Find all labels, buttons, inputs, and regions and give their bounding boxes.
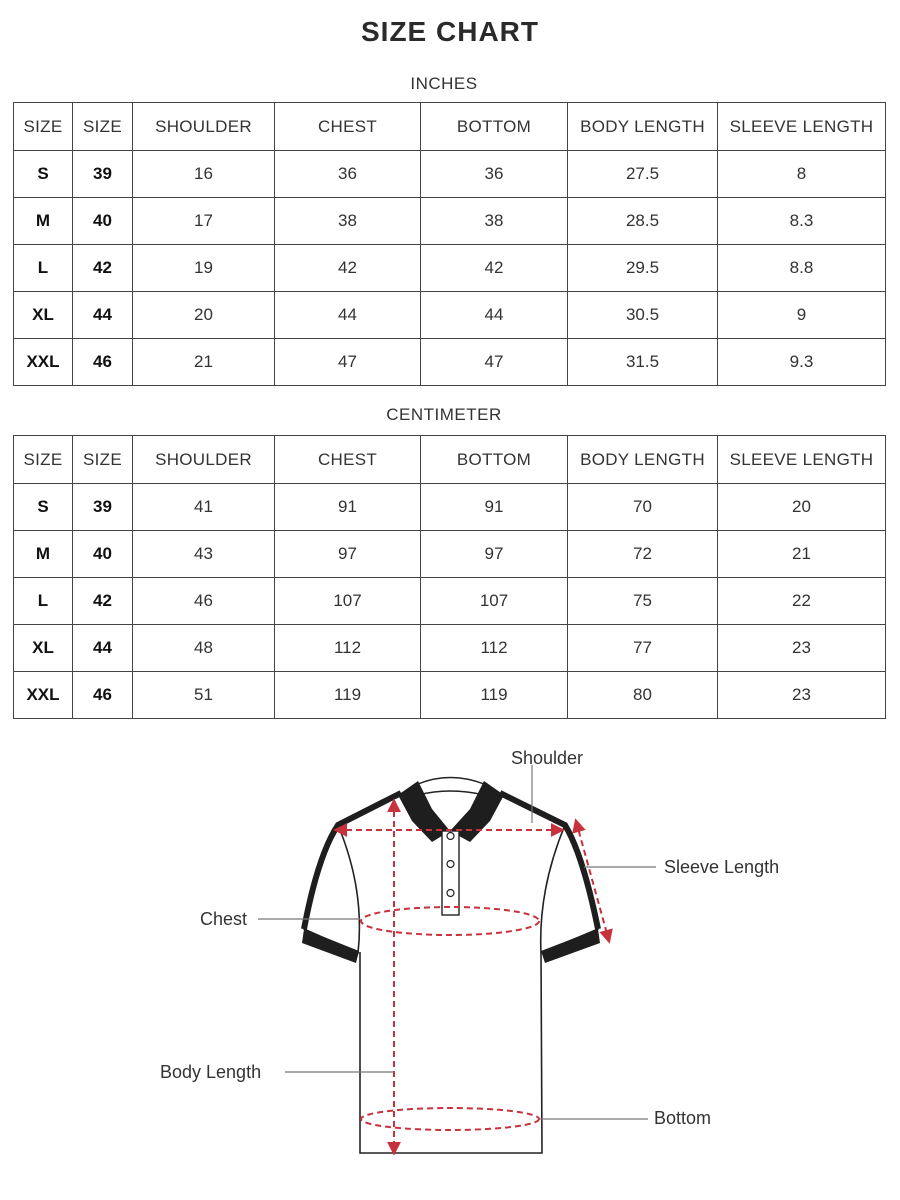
cell-bottom: 112 bbox=[421, 625, 568, 672]
sleeve-length-label: Sleeve Length bbox=[664, 857, 780, 877]
cell-sleeve-length: 8 bbox=[718, 151, 886, 198]
cell-chest: 44 bbox=[275, 292, 421, 339]
cell-size: M bbox=[14, 531, 73, 578]
cell-size: M bbox=[14, 198, 73, 245]
shoulder-label: Shoulder bbox=[511, 748, 584, 768]
cell-sleeve-length: 22 bbox=[718, 578, 886, 625]
cell-chest: 38 bbox=[275, 198, 421, 245]
cell-size: L bbox=[14, 578, 73, 625]
col-header-sleeve-length: SLEEVE LENGTH bbox=[718, 436, 886, 484]
col-header-size-number: SIZE bbox=[73, 436, 133, 484]
inches-label: INCHES bbox=[410, 74, 478, 93]
cell-shoulder: 16 bbox=[133, 151, 275, 198]
cell-bottom: 97 bbox=[421, 531, 568, 578]
cell-bottom: 91 bbox=[421, 484, 568, 531]
shirt-body bbox=[360, 952, 542, 1153]
centimeter-table bbox=[13, 435, 886, 719]
shirt-right-raglan-stripe bbox=[500, 793, 598, 929]
col-header-body-length: BODY LENGTH bbox=[568, 436, 718, 484]
col-header-sleeve-length: SLEEVE LENGTH bbox=[718, 103, 886, 151]
bottom-label: Bottom bbox=[654, 1108, 712, 1128]
cell-sleeve-length: 9.3 bbox=[718, 339, 886, 386]
table-header-row bbox=[14, 436, 886, 484]
table-row bbox=[14, 292, 886, 339]
cell-chest: 97 bbox=[275, 531, 421, 578]
cell-size-number: 42 bbox=[73, 578, 133, 625]
cell-bottom: 42 bbox=[421, 245, 568, 292]
cell-size: L bbox=[14, 245, 73, 292]
cell-sleeve-length: 8.8 bbox=[718, 245, 886, 292]
cell-size: S bbox=[14, 151, 73, 198]
cell-shoulder: 46 bbox=[133, 578, 275, 625]
centimeter-label: CENTIMETER bbox=[386, 405, 502, 424]
page-title: SIZE CHART bbox=[361, 16, 539, 47]
cell-bottom: 44 bbox=[421, 292, 568, 339]
cell-shoulder: 21 bbox=[133, 339, 275, 386]
cell-chest: 36 bbox=[275, 151, 421, 198]
col-header-shoulder: SHOULDER bbox=[133, 103, 275, 151]
cell-shoulder: 19 bbox=[133, 245, 275, 292]
table-row bbox=[14, 198, 886, 245]
col-header-body-length: BODY LENGTH bbox=[568, 103, 718, 151]
cell-bottom: 36 bbox=[421, 151, 568, 198]
col-header-shoulder: SHOULDER bbox=[133, 436, 275, 484]
placket bbox=[442, 831, 459, 915]
table-row bbox=[14, 151, 886, 198]
cell-size-number: 42 bbox=[73, 245, 133, 292]
cell-size-number: 46 bbox=[73, 672, 133, 719]
cell-body-length: 30.5 bbox=[568, 292, 718, 339]
cell-chest: 107 bbox=[275, 578, 421, 625]
cell-sleeve-length: 21 bbox=[718, 531, 886, 578]
chest-label: Chest bbox=[200, 909, 248, 929]
col-header-size: SIZE bbox=[14, 103, 73, 151]
collar-back bbox=[418, 778, 484, 796]
table-header-row bbox=[14, 103, 886, 151]
cell-shoulder: 51 bbox=[133, 672, 275, 719]
cell-chest: 42 bbox=[275, 245, 421, 292]
cell-size-number: 39 bbox=[73, 151, 133, 198]
cell-size: XXL bbox=[14, 672, 73, 719]
cell-size: XL bbox=[14, 292, 73, 339]
inches-table bbox=[13, 102, 886, 386]
cell-size-number: 40 bbox=[73, 531, 133, 578]
shirt-right-sleeve-band bbox=[541, 929, 600, 963]
cell-chest: 91 bbox=[275, 484, 421, 531]
col-header-size: SIZE bbox=[14, 436, 73, 484]
cell-shoulder: 41 bbox=[133, 484, 275, 531]
cell-body-length: 31.5 bbox=[568, 339, 718, 386]
cell-size: XL bbox=[14, 625, 73, 672]
cell-bottom: 47 bbox=[421, 339, 568, 386]
col-header-bottom: BOTTOM bbox=[421, 103, 568, 151]
cell-size-number: 40 bbox=[73, 198, 133, 245]
cell-bottom: 38 bbox=[421, 198, 568, 245]
cell-sleeve-length: 23 bbox=[718, 672, 886, 719]
table-row bbox=[14, 339, 886, 386]
cell-body-length: 75 bbox=[568, 578, 718, 625]
cell-sleeve-length: 20 bbox=[718, 484, 886, 531]
cell-body-length: 72 bbox=[568, 531, 718, 578]
cell-sleeve-length: 23 bbox=[718, 625, 886, 672]
button-icon bbox=[447, 833, 454, 840]
cell-body-length: 70 bbox=[568, 484, 718, 531]
cell-bottom: 107 bbox=[421, 578, 568, 625]
shirt-left-sleeve-band bbox=[302, 929, 359, 963]
cell-size-number: 39 bbox=[73, 484, 133, 531]
cell-chest: 119 bbox=[275, 672, 421, 719]
shirt-left-raglan-stripe bbox=[304, 793, 401, 929]
table-row bbox=[14, 245, 886, 292]
sleeve-length-measure-arrow bbox=[576, 821, 609, 941]
cell-body-length: 29.5 bbox=[568, 245, 718, 292]
table-row bbox=[14, 672, 886, 719]
cell-sleeve-length: 8.3 bbox=[718, 198, 886, 245]
cell-shoulder: 17 bbox=[133, 198, 275, 245]
button-icon bbox=[447, 861, 454, 868]
cell-body-length: 28.5 bbox=[568, 198, 718, 245]
table-row bbox=[14, 531, 886, 578]
cell-bottom: 119 bbox=[421, 672, 568, 719]
cell-body-length: 80 bbox=[568, 672, 718, 719]
table-row bbox=[14, 578, 886, 625]
cell-sleeve-length: 9 bbox=[718, 292, 886, 339]
cell-shoulder: 43 bbox=[133, 531, 275, 578]
cell-size-number: 46 bbox=[73, 339, 133, 386]
cell-size-number: 44 bbox=[73, 625, 133, 672]
cell-shoulder: 20 bbox=[133, 292, 275, 339]
cell-chest: 112 bbox=[275, 625, 421, 672]
table-row bbox=[14, 625, 886, 672]
col-header-bottom: BOTTOM bbox=[421, 436, 568, 484]
cell-size: XXL bbox=[14, 339, 73, 386]
cell-body-length: 27.5 bbox=[568, 151, 718, 198]
body-length-label: Body Length bbox=[160, 1062, 262, 1082]
polo-shirt-diagram bbox=[0, 735, 900, 1175]
table-row bbox=[14, 484, 886, 531]
cell-shoulder: 48 bbox=[133, 625, 275, 672]
cell-body-length: 77 bbox=[568, 625, 718, 672]
cell-size: S bbox=[14, 484, 73, 531]
col-header-chest: CHEST bbox=[275, 436, 421, 484]
bottom-measure-ellipse bbox=[361, 1108, 539, 1130]
button-icon bbox=[447, 890, 454, 897]
col-header-size-number: SIZE bbox=[73, 103, 133, 151]
col-header-chest: CHEST bbox=[275, 103, 421, 151]
cell-chest: 47 bbox=[275, 339, 421, 386]
cell-size-number: 44 bbox=[73, 292, 133, 339]
